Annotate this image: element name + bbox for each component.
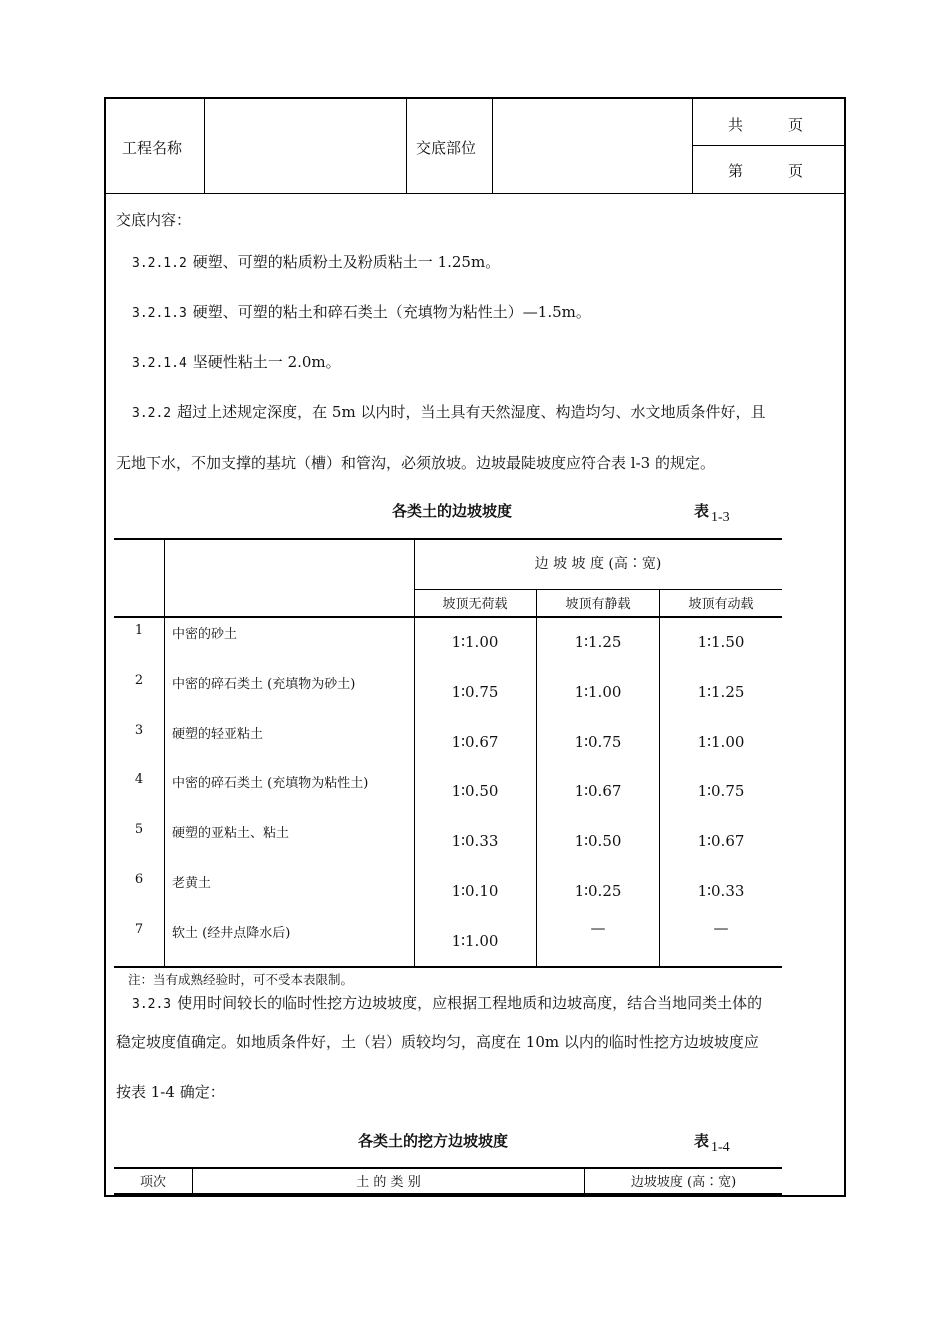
location-label: 交底部位 bbox=[416, 139, 477, 157]
content-label: 交底内容： bbox=[116, 211, 192, 229]
item-text: 硬塑、可塑的粘质粉土及粉质粘土一 1.25m。 bbox=[192, 253, 501, 271]
rule bbox=[114, 1167, 782, 1169]
slope-value: 1∶1.00 bbox=[574, 682, 622, 701]
slope-value: 1∶1.00 bbox=[697, 732, 745, 751]
total-pages: 共 页 bbox=[728, 116, 804, 134]
soil-type: 中密的碎石类土 (充填物为砂土) bbox=[172, 676, 356, 692]
item-number: 3.2.1.4 bbox=[132, 356, 187, 371]
slope-value: 1∶1.25 bbox=[574, 633, 622, 651]
table-1-3-number: 1-3 bbox=[711, 510, 730, 525]
slope-value: 1∶1.25 bbox=[697, 682, 745, 701]
rule bbox=[414, 589, 782, 590]
item-3-2-1-2 bbox=[132, 251, 500, 272]
rule bbox=[114, 966, 782, 968]
table-1-3-title: 各类土的边坡坡度 bbox=[392, 502, 513, 520]
row-number: 4 bbox=[134, 772, 144, 788]
slope-group-header: 边 坡 坡 度 (高∶宽) bbox=[534, 556, 662, 572]
slope-value: — bbox=[713, 918, 729, 937]
table-note: 注：当有成熟经验时，可不受本表限制。 bbox=[128, 972, 354, 987]
paragraph-3-2-2 bbox=[132, 401, 765, 422]
paragraph-line: 超过上述规定深度，在 5m 以内时，当土具有天然湿度、构造均匀、水文地质条件好，且 bbox=[177, 403, 766, 421]
slope-value: 1∶0.75 bbox=[451, 682, 499, 701]
col-header-static-load: 坡顶有静载 bbox=[565, 597, 631, 612]
divider bbox=[692, 145, 844, 146]
item-text: 坚硬性粘土一 2.0m。 bbox=[192, 353, 341, 371]
table-1-4-title: 各类土的挖方边坡坡度 bbox=[358, 1132, 509, 1150]
divider bbox=[204, 99, 205, 193]
row-number: 6 bbox=[134, 872, 144, 887]
rule bbox=[114, 1193, 782, 1195]
soil-type: 软土 (经井点降水后) bbox=[172, 925, 291, 941]
slope-value: 1∶1.50 bbox=[697, 633, 745, 651]
item-3-2-1-4 bbox=[132, 351, 341, 372]
divider bbox=[492, 99, 493, 193]
row-number: 1 bbox=[134, 623, 144, 638]
soil-type: 硬塑的轻亚粘土 bbox=[172, 726, 264, 742]
page-number: 第 页 bbox=[728, 162, 804, 180]
divider bbox=[406, 99, 407, 193]
row-number: 7 bbox=[134, 921, 144, 937]
row-number: 3 bbox=[134, 722, 144, 738]
table-1-4-label: 表 1-4 bbox=[694, 1132, 730, 1155]
slope-value: 1∶0.75 bbox=[697, 782, 745, 801]
disclosure-form bbox=[104, 97, 846, 1197]
rule bbox=[114, 616, 782, 618]
col-header-index: 项次 bbox=[139, 1175, 166, 1190]
paragraph-line: 稳定坡度值确定。如地质条件好，土（岩）质较均匀，高度在 10m 以内的临时性挖方边坡坡度应 bbox=[116, 1033, 759, 1051]
item-number: 3.2.1.2 bbox=[132, 256, 187, 271]
slope-value: 1∶0.67 bbox=[574, 782, 622, 801]
paragraph-line: 使用时间较长的临时性挖方边坡坡度，应根据工程地质和边坡高度，结合当地同类土体的 bbox=[177, 994, 763, 1012]
col-header-dynamic-load: 坡顶有动载 bbox=[688, 597, 754, 612]
item-number: 3.2.1.3 bbox=[132, 306, 187, 321]
item-number: 3.2.3 bbox=[132, 997, 172, 1012]
slope-value: 1∶0.67 bbox=[697, 832, 745, 851]
form-header bbox=[106, 99, 844, 194]
row-number: 5 bbox=[134, 822, 144, 838]
soil-type: 中密的砂土 bbox=[172, 627, 238, 642]
item-text: 硬塑、可塑的粘土和碎石类土（充填物为粘性土）—1.5m。 bbox=[192, 303, 591, 321]
col-header-no-load: 坡顶无荷载 bbox=[442, 597, 508, 612]
rule bbox=[114, 538, 782, 540]
divider bbox=[692, 99, 693, 193]
table-1-4-number: 1-4 bbox=[711, 1140, 730, 1155]
slope-value: 1∶0.75 bbox=[574, 732, 622, 751]
slope-value: 1∶1.00 bbox=[451, 931, 499, 950]
paragraph-line: 按表 1-4 确定： bbox=[116, 1083, 225, 1101]
soil-type: 老黄土 bbox=[172, 876, 212, 891]
slope-value: 1∶0.10 bbox=[451, 882, 499, 900]
paragraph-line: 无地下水，不加支撑的基坑（槽）和管沟，必须放坡。边坡最陡坡度应符合表 l-3 的规定。 bbox=[116, 454, 715, 472]
col-header-slope: 边坡坡度 (高∶宽) bbox=[630, 1175, 737, 1190]
slope-value: 1∶0.67 bbox=[451, 732, 499, 751]
project-name-label: 工程名称 bbox=[122, 139, 183, 157]
slope-value: 1∶1.00 bbox=[451, 633, 499, 651]
paragraph-3-2-3 bbox=[132, 992, 762, 1013]
slope-value: — bbox=[590, 918, 606, 937]
table-1-3-label: 表 1-3 bbox=[694, 502, 730, 525]
slope-value: 1∶0.33 bbox=[451, 832, 499, 851]
slope-value: 1∶0.33 bbox=[697, 882, 745, 900]
slope-value: 1∶0.25 bbox=[574, 882, 622, 900]
row-number: 2 bbox=[134, 672, 144, 688]
item-3-2-1-3 bbox=[132, 301, 591, 322]
slope-value: 1∶0.50 bbox=[451, 782, 499, 801]
soil-type: 中密的碎石类土 (充填物为粘性土) bbox=[172, 776, 369, 792]
rule bbox=[164, 539, 165, 967]
item-number: 3.2.2 bbox=[132, 406, 172, 421]
soil-type: 硬塑的亚粘土、粘土 bbox=[172, 826, 290, 842]
col-header-soil-type: 土 的 类 别 bbox=[356, 1175, 421, 1190]
slope-value: 1∶0.50 bbox=[574, 832, 622, 851]
